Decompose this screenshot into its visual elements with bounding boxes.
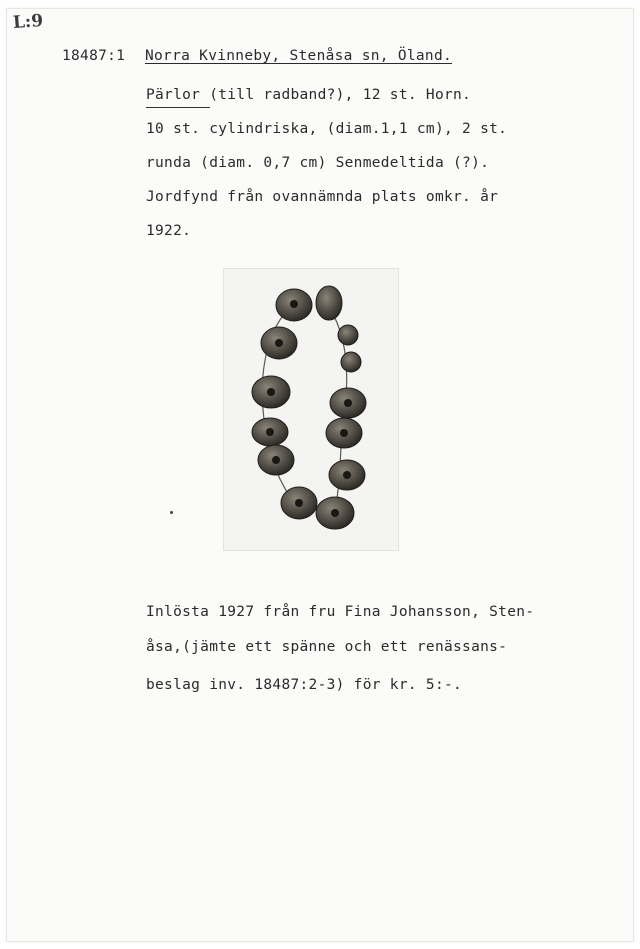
paper-speck xyxy=(170,511,173,514)
bead-string-image xyxy=(224,269,398,550)
acquisition-line-3: beslag inv. 18487:2-3) för kr. 5:-. xyxy=(146,677,463,693)
bead-photograph xyxy=(223,268,399,551)
description-line-2: 10 st. cylindriska, (diam.1,1 cm), 2 st. xyxy=(146,121,508,137)
corner-handwritten-mark: L:9 xyxy=(12,10,44,34)
underline-mark xyxy=(146,107,210,108)
description-line-4: Jordfynd från ovannämnda plats omkr. år xyxy=(146,189,499,205)
acquisition-line-1: Inlösta 1927 från fru Fina Johansson, Sten- xyxy=(146,604,535,620)
description-line-3: runda (diam. 0,7 cm) Senmedeltida (?). xyxy=(146,155,490,171)
catalogue-number: 18487:1 xyxy=(62,48,126,64)
description-line-5: 1922. xyxy=(146,223,192,239)
find-place: Norra Kvinneby, Stenåsa sn, Öland. xyxy=(145,48,453,64)
acquisition-line-2: åsa,(jämte ett spänne och ett renässans- xyxy=(146,639,508,655)
description-line-1: Pärlor (till radband?), 12 st. Horn. xyxy=(146,87,472,103)
